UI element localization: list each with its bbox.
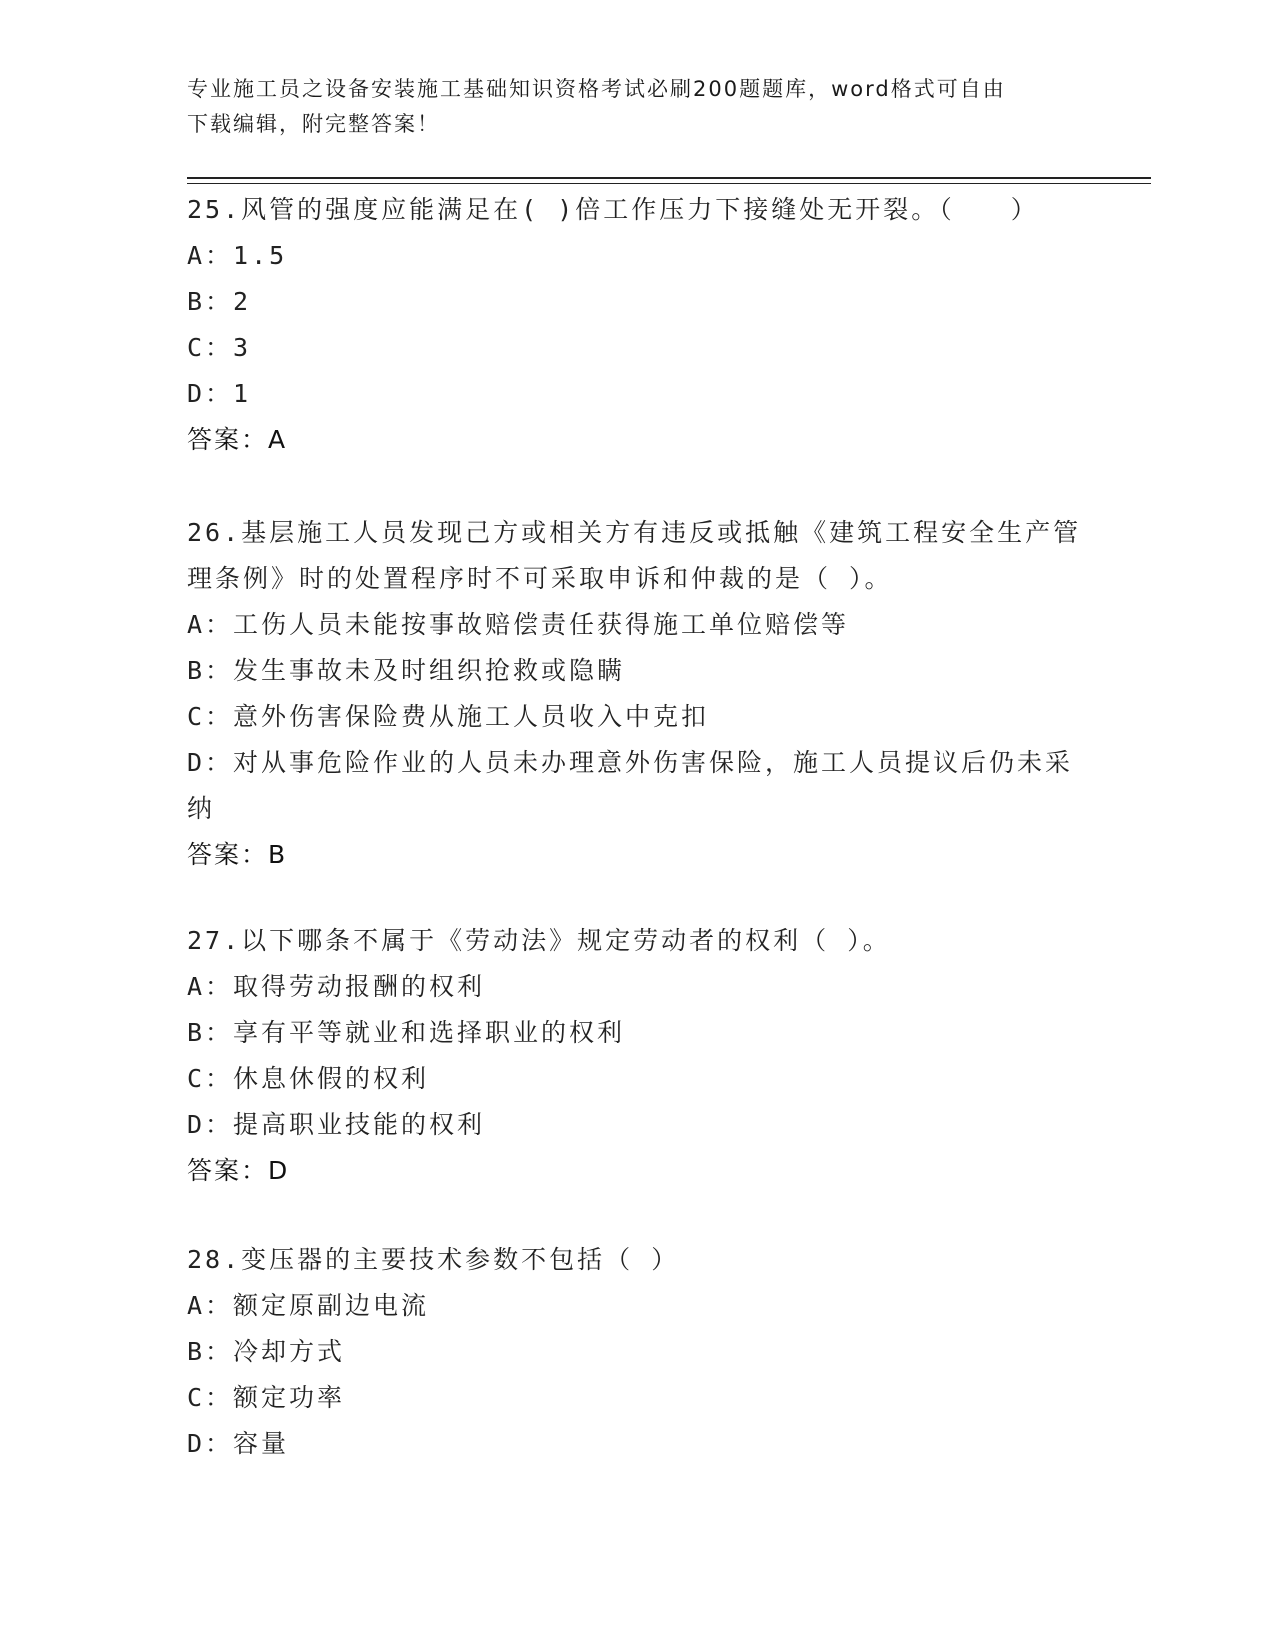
- header-title-line-2: 下载编辑，附完整答案！: [187, 112, 440, 136]
- question-28: [187, 1237, 1087, 1467]
- option-b: B：2: [187, 287, 252, 316]
- header-title-line-1: 专业施工员之设备安装施工基础知识资格考试必刷200题题库，word格式可自由: [187, 77, 1006, 101]
- option-a: A：1.5: [187, 241, 288, 270]
- document-header: [187, 72, 1087, 142]
- option-c: C：额定功率: [187, 1383, 346, 1412]
- header-divider-thin: [187, 183, 1151, 184]
- question-stem: 25.风管的强度应能满足在( )倍工作压力下接缝处无开裂。（ ）: [187, 195, 1039, 224]
- option-c: C：休息休假的权利: [187, 1064, 430, 1093]
- question-stem: 28.变压器的主要技术参数不包括（ ）: [187, 1245, 680, 1274]
- option-b: B：享有平等就业和选择职业的权利: [187, 1018, 626, 1047]
- option-c: C：意外伤害保险费从施工人员收入中克扣: [187, 702, 710, 731]
- answer-line: 答案：A: [187, 425, 288, 454]
- question-stem: 26.基层施工人员发现己方或相关方有违反或抵触《建筑工程安全生产管理条例》时的处置程序时不可采取申诉和仲裁的是（ ）。: [187, 518, 1082, 593]
- option-a: A：额定原副边电流: [187, 1291, 430, 1320]
- question-25: [187, 187, 1087, 463]
- option-d: D：提高职业技能的权利: [187, 1110, 486, 1139]
- option-d: D：1: [187, 379, 252, 408]
- question-stem: 27.以下哪条不属于《劳动法》规定劳动者的权利（ ）。: [187, 926, 891, 955]
- option-c: C：3: [187, 333, 252, 362]
- answer-line: 答案：B: [187, 840, 288, 869]
- answer-line: 答案：D: [187, 1156, 290, 1185]
- option-b: B：冷却方式: [187, 1337, 346, 1366]
- option-a: A：取得劳动报酬的权利: [187, 972, 486, 1001]
- option-d: D：容量: [187, 1429, 290, 1458]
- question-27: [187, 918, 1087, 1194]
- option-d: D：对从事危险作业的人员未办理意外伤害保险，施工人员提议后仍未采纳: [187, 748, 1074, 823]
- option-b: B：发生事故未及时组织抢救或隐瞒: [187, 656, 626, 685]
- option-a: A：工伤人员未能按事故赔偿责任获得施工单位赔偿等: [187, 610, 850, 639]
- question-26: [187, 510, 1087, 878]
- header-divider-thick: [187, 177, 1151, 179]
